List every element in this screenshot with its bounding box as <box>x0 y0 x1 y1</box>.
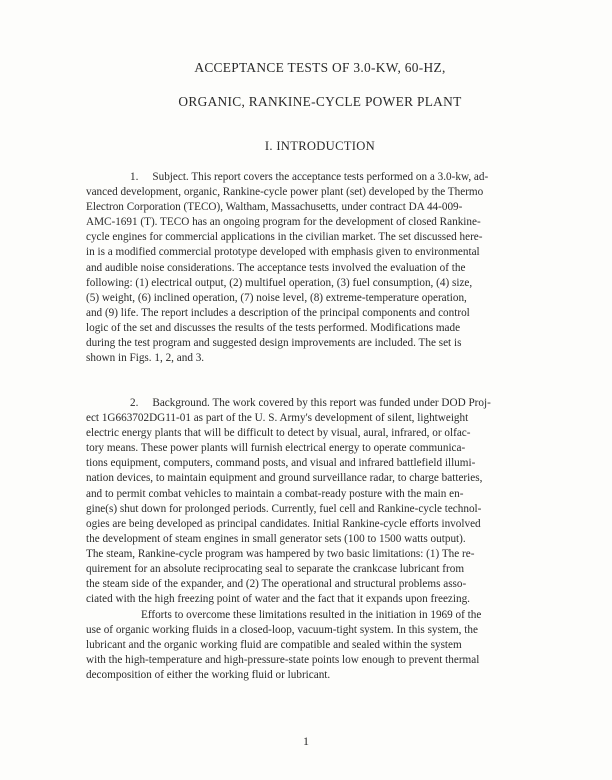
paragraph-line: the development of steam engines in small generator sets (100 to 1500 watts output). <box>86 532 466 545</box>
paragraph-efforts <box>86 608 548 683</box>
paragraph-line: 2. Background. The work covered by this report was funded under DOD Proj- <box>130 397 491 409</box>
paragraph-line: ciated with the high freezing point of water and the fact that it expands upon freezing. <box>86 593 470 606</box>
title-line-1: ACCEPTANCE TESTS OF 3.0-KW, 60-HZ, <box>194 60 446 75</box>
paragraph-heading: Background. <box>152 397 210 409</box>
paragraph-line: use of organic working fluids in a closed-loop, vacuum-tight system. In this system, the <box>86 624 478 637</box>
paragraph-line: nation devices, to maintain equipment and ground surveillance radar, to charge batteries, <box>86 472 483 485</box>
paragraph-line: lubricant and the organic working fluid are compatible and sealed within the system <box>86 639 462 652</box>
paragraph-line: decomposition of either the working fluid or lubricant. <box>86 669 331 682</box>
paragraph-line: (5) weight, (6) inclined operation, (7) noise level, (8) extreme-temperature operation, <box>86 291 467 304</box>
paragraph-line: Efforts to overcome these limitations resulted in the initiation in 1969 of the <box>141 609 482 621</box>
paragraph-line: with the high-temperature and high-pressure-state points low enough to prevent thermal <box>86 654 480 667</box>
paragraph-line: the steam side of the expander, and (2) The operational and structural problems asso- <box>86 578 467 591</box>
paragraph-line: Electron Corporation (TECO), Waltham, Massachusetts, under contract DA 44-009- <box>86 201 463 214</box>
paragraph-line: and (9) life. The report includes a description of the principal components and control <box>86 306 470 319</box>
paragraph-line: in is a modified commercial prototype developed with emphasis given to environmental <box>86 246 480 259</box>
section-heading: I. INTRODUCTION <box>264 139 376 153</box>
paragraph-line: following: (1) electrical output, (2) multifuel operation, (3) fuel consumption, (4) size, <box>86 276 473 289</box>
paragraph-line: tory means. These power plants will furnish electrical energy to operate communica- <box>86 442 466 455</box>
paragraph-line: AMC-1691 (T). TECO has an ongoing program for the development of closed Rankine- <box>86 216 481 229</box>
paragraph-subject <box>86 170 548 366</box>
page-number: 1 <box>303 734 309 748</box>
paragraph-line: 1. Subject. This report covers the acceptance tests performed on a 3.0-kw, ad- <box>130 171 489 183</box>
title-line-2: ORGANIC, RANKINE-CYCLE POWER PLANT <box>178 94 462 109</box>
paragraph-line: quirement for an absolute reciprocating seal to separate the crankcase lubricant from <box>86 563 465 576</box>
paragraph-line: gine(s) shut down for prolonged periods. Currently, fuel cell and Rankine-cycle technol- <box>86 502 482 515</box>
paragraph-line: during the test program and suggested design improvements are included. The set is <box>86 337 462 350</box>
paragraph-line: shown in Figs. 1, 2, and 3. <box>86 352 205 365</box>
paragraph-line: and audible noise considerations. The acceptance tests involved the evaluation of the <box>86 261 466 274</box>
paragraph-line: electric energy plants that will be difficult to detect by visual, aural, infrared, or olfac- <box>86 427 471 440</box>
paragraph-number: 2. <box>130 397 139 409</box>
paragraph-line: ogies are being developed as principal candidates. Initial Rankine-cycle efforts involved <box>86 517 481 530</box>
paragraph-heading: Subject. <box>152 171 189 183</box>
paragraph-line: and to permit combat vehicles to maintain a combat-ready posture with the main en- <box>86 487 464 500</box>
paragraph-line: tions equipment, computers, command posts, and visual and infrared battlefield illumi- <box>86 457 476 470</box>
paragraph-line: vanced development, organic, Rankine-cycle power plant (set) developed by the Thermo <box>86 186 484 199</box>
paragraph-background <box>86 396 548 607</box>
paragraph-line: ect 1G663702DG11-01 as part of the U. S. Army's development of silent, lightweight <box>86 412 469 425</box>
paragraph-line: The steam, Rankine-cycle program was hampered by two basic limitations: (1) The re- <box>86 547 475 560</box>
paragraph-number: 1. <box>130 171 139 183</box>
paragraph-line: logic of the set and discusses the results of the tests performed. Modifications made <box>86 321 461 334</box>
paragraph-line: cycle engines for commercial applications in the civilian market. The set discussed here- <box>86 231 483 244</box>
